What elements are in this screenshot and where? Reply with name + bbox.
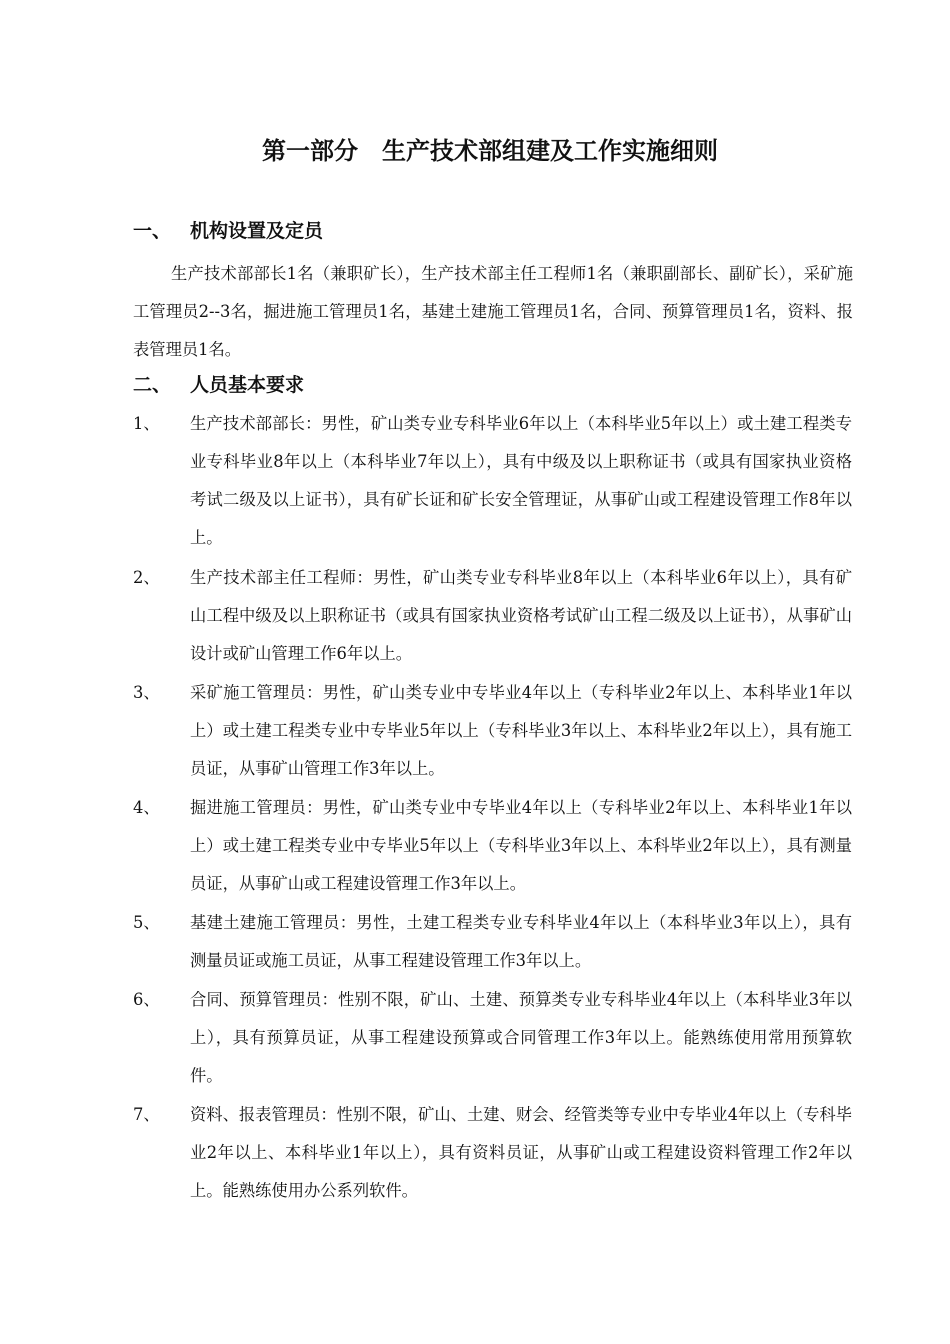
- list-item-text: 掘进施工管理员：男性，矿山类专业中专毕业4年以上（专科毕业2年以上、本科毕业1年以上）或土建工程类专业中专毕业5年以上（专科毕业3年以上、本科毕业2年以上），具有测量员证，从事矿山或工程建设管理工作3年以上。: [190, 798, 852, 893]
- section-title: 人员基本要求: [190, 374, 305, 396]
- list-item-number: 2、: [133, 568, 160, 587]
- list-item-text: 基建土建施工管理员：男性，土建工程类专业专科毕业4年以上（本科毕业3年以上），具有测量员证或施工员证，从事工程建设管理工作3年以上。: [190, 913, 852, 970]
- document-title: 第一部分 生产技术部组建及工作实施细则: [262, 137, 718, 165]
- section-number: 一、: [133, 220, 172, 242]
- list-item-text: 生产技术部主任工程师：男性，矿山类专业专科毕业8年以上（本科毕业6年以上），具有矿山工程中级及以上职称证书（或具有国家执业资格考试矿山工程二级及以上证书），从事矿山设计或矿山管理工作6年以上。: [190, 568, 852, 663]
- section-title: 机构设置及定员: [190, 220, 324, 242]
- section-heading-2: [133, 370, 304, 400]
- list-item-number: 7、: [133, 1105, 160, 1124]
- section-paragraph: 生产技术部部长1名（兼职矿长），生产技术部主任工程师1名（兼职副部长、副矿长），采矿施工管理员2--3名，掘进施工管理员1名，基建土建施工管理员1名，合同、预算管理员1名，资料、报表管理员1名。: [133, 264, 853, 359]
- list-item-number: 6、: [133, 990, 160, 1009]
- section-heading-1: [133, 216, 323, 246]
- list-item-text: 采矿施工管理员：男性，矿山类专业中专毕业4年以上（专科毕业2年以上、本科毕业1年以上）或土建工程类专业中专毕业5年以上（专科毕业3年以上、本科毕业2年以上），具有施工员证，从事矿山管理工作3年以上。: [190, 683, 852, 778]
- list-item-number: 4、: [133, 798, 160, 817]
- list-item-text: 合同、预算管理员：性别不限，矿山、土建、预算类专业专科毕业4年以上（本科毕业3年以上），具有预算员证，从事工程建设预算或合同管理工作3年以上。能熟练使用常用预算软件。: [190, 990, 852, 1085]
- list-item-text: 生产技术部部长：男性，矿山类专业专科毕业6年以上（本科毕业5年以上）或土建工程类专业专科毕业8年以上（本科毕业7年以上），具有中级及以上职称证书（或具有国家执业资格考试二级及以上证书），具有矿长证和矿长安全管理证，从事矿山或工程建设管理工作8年以上。: [190, 414, 852, 547]
- section-number: 二、: [133, 374, 172, 396]
- list-item-number: 5、: [133, 913, 160, 932]
- list-item-number: 3、: [133, 683, 160, 702]
- list-item-number: 1、: [133, 414, 160, 433]
- list-item-text: 资料、报表管理员：性别不限，矿山、土建、财会、经管类等专业中专毕业4年以上（专科毕业2年以上、本科毕业1年以上），具有资料员证，从事矿山或工程建设资料管理工作2年以上。能熟练使用办公系列软件。: [190, 1105, 852, 1200]
